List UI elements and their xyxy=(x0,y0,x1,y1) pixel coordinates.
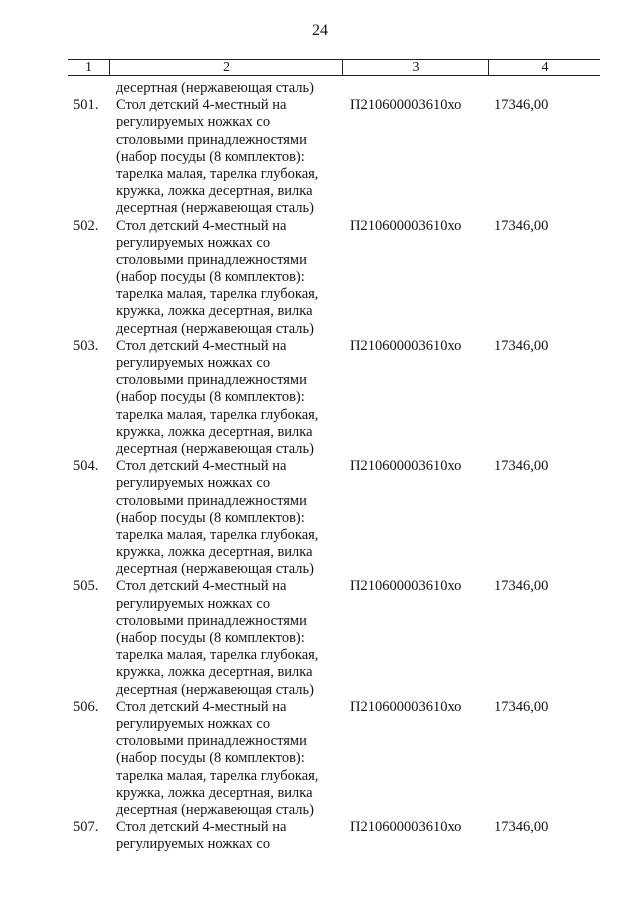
item-description-line: (набор посуды (8 комплектов): xyxy=(116,148,305,165)
table-line xyxy=(0,699,640,716)
column-header-3: 3 xyxy=(342,60,489,75)
table-row xyxy=(0,578,640,698)
item-description-line: (набор посуды (8 комплектов): xyxy=(116,389,305,406)
item-description-line: регулируемых ножках со xyxy=(116,715,271,732)
table-line xyxy=(0,578,640,595)
item-price: 17346,00 xyxy=(494,97,549,114)
table-line xyxy=(0,114,640,131)
item-description-line: тарелка малая, тарелка глубокая, xyxy=(116,526,319,543)
table-line xyxy=(0,647,640,664)
page-number: 24 xyxy=(312,22,328,39)
item-price: 17346,00 xyxy=(494,698,549,715)
table-line xyxy=(0,458,640,475)
item-number: 506. xyxy=(73,698,99,715)
item-description-line: десертная (нержавеющая сталь) xyxy=(116,561,314,578)
table-line xyxy=(0,424,640,441)
table-line xyxy=(0,200,640,217)
table-line xyxy=(0,527,640,544)
table-row xyxy=(0,699,640,819)
table-line xyxy=(0,544,640,561)
item-description-line: регулируемых ножках со xyxy=(116,114,271,131)
item-description-line: кружка, ложка десертная, вилка xyxy=(116,303,313,320)
table-line xyxy=(0,630,640,647)
item-number: 507. xyxy=(73,819,99,836)
table-line xyxy=(0,338,640,355)
item-description-line: кружка, ложка десертная, вилка xyxy=(116,544,313,561)
item-description-line: регулируемых ножках со xyxy=(116,595,271,612)
item-code: П210600003610хо xyxy=(350,97,462,114)
item-price: 17346,00 xyxy=(494,337,549,354)
item-description-line: Стол детский 4-местный на xyxy=(116,458,287,475)
item-description-line: десертная (нержавеющая сталь) xyxy=(116,801,314,818)
table-body xyxy=(0,80,640,853)
item-number: 503. xyxy=(73,337,99,354)
table-line xyxy=(0,97,640,114)
item-description-line: тарелка малая, тарелка глубокая, xyxy=(116,165,319,182)
table-line xyxy=(0,836,640,853)
item-description-line: регулируемых ножках со xyxy=(116,475,271,492)
table-line xyxy=(0,475,640,492)
table-line xyxy=(0,716,640,733)
table-line xyxy=(0,768,640,785)
item-number: 505. xyxy=(73,578,99,595)
table-row xyxy=(0,338,640,458)
item-number: 502. xyxy=(73,217,99,234)
item-description-line: тарелка малая, тарелка глубокая, xyxy=(116,406,319,423)
item-description-line: (набор посуды (8 комплектов): xyxy=(116,269,305,286)
table-line xyxy=(0,389,640,406)
item-description-line: (набор посуды (8 комплектов): xyxy=(116,630,305,646)
table-line xyxy=(0,596,640,613)
table-line xyxy=(0,802,640,819)
item-number: 504. xyxy=(73,458,99,475)
table-line xyxy=(0,664,640,681)
table-header xyxy=(68,59,600,76)
table-line xyxy=(0,183,640,200)
table-line xyxy=(0,132,640,149)
table-line xyxy=(0,510,640,527)
table-line xyxy=(0,613,640,630)
item-code: П210600003610хо xyxy=(350,337,462,354)
table-row xyxy=(0,97,640,217)
item-description-line: десертная (нержавеющая сталь) xyxy=(116,80,314,96)
item-description-line: Стол детский 4-местный на xyxy=(116,97,287,114)
item-description-line: десертная (нержавеющая сталь) xyxy=(116,440,314,457)
item-description-line: кружка, ложка десертная, вилка xyxy=(116,423,313,440)
item-code: П210600003610хо xyxy=(350,458,462,475)
item-description-line: Стол детский 4-местный на xyxy=(116,578,287,595)
item-description-line: (набор посуды (8 комплектов): xyxy=(116,750,305,767)
table-line xyxy=(0,355,640,372)
carryover-row xyxy=(0,80,640,97)
item-code: П210600003610хо xyxy=(350,698,462,715)
table-row xyxy=(0,458,640,578)
item-description-line: кружка, ложка десертная, вилка xyxy=(116,784,313,801)
item-description-line: десертная (нержавеющая сталь) xyxy=(116,681,314,698)
item-description-line: десертная (нержавеющая сталь) xyxy=(116,320,314,337)
item-description-line: Стол детский 4-местный на xyxy=(116,819,287,836)
table-line xyxy=(0,269,640,286)
table-row xyxy=(0,218,640,338)
item-description-line: столовыми принадлежностями xyxy=(116,612,307,629)
table-line xyxy=(0,561,640,578)
table-line xyxy=(0,372,640,389)
item-description-line: Стол детский 4-местный на xyxy=(116,217,287,234)
item-description-line: Стол детский 4-местный на xyxy=(116,337,287,354)
item-price: 17346,00 xyxy=(494,217,549,234)
item-code: П210600003610хо xyxy=(350,217,462,234)
table-line xyxy=(0,286,640,303)
table-row xyxy=(0,819,640,853)
table-line xyxy=(0,235,640,252)
item-description-line: столовыми принадлежностями xyxy=(116,131,307,148)
table-line xyxy=(0,493,640,510)
item-description-line: кружка, ложка десертная, вилка xyxy=(116,664,313,681)
item-description-line: столовыми принадлежностями xyxy=(116,733,307,750)
item-description-line: (набор посуды (8 комплектов): xyxy=(116,509,305,526)
item-description-line: столовыми принадлежностями xyxy=(116,251,307,268)
table-line xyxy=(0,750,640,767)
column-header-2: 2 xyxy=(109,60,343,75)
table-line xyxy=(0,785,640,802)
item-number: 501. xyxy=(73,97,99,114)
item-description-line: десертная (нержавеющая сталь) xyxy=(116,200,314,217)
item-code: П210600003610хо xyxy=(350,819,462,836)
item-price: 17346,00 xyxy=(494,458,549,475)
table-line xyxy=(0,682,640,699)
item-description-line: регулируемых ножках со xyxy=(116,355,271,371)
item-description-line: регулируемых ножках со xyxy=(116,836,271,853)
item-description-line: тарелка малая, тарелка глубокая, xyxy=(116,286,319,303)
item-code: П210600003610хо xyxy=(350,578,462,595)
table-line xyxy=(0,303,640,320)
table-line xyxy=(0,441,640,458)
item-description-line: столовыми принадлежностями xyxy=(116,372,307,389)
table-line xyxy=(0,733,640,750)
item-description-line: Стол детский 4-местный на xyxy=(116,698,287,715)
column-header-1: 1 xyxy=(85,60,92,75)
item-price: 17346,00 xyxy=(494,578,549,595)
table-line xyxy=(0,149,640,166)
table-line xyxy=(0,218,640,235)
table-line xyxy=(0,80,640,97)
table-line xyxy=(0,407,640,424)
item-price: 17346,00 xyxy=(494,819,549,836)
column-header-4: 4 xyxy=(488,60,601,75)
table-line xyxy=(0,321,640,338)
item-description-line: регулируемых ножках со xyxy=(116,234,271,251)
table-line xyxy=(0,252,640,269)
item-description-line: тарелка малая, тарелка глубокая, xyxy=(116,767,319,784)
item-description-line: столовыми принадлежностями xyxy=(116,492,307,509)
table-line xyxy=(0,819,640,836)
table-line xyxy=(0,166,640,183)
item-description-line: кружка, ложка десертная, вилка xyxy=(116,183,313,200)
item-description-line: тарелка малая, тарелка глубокая, xyxy=(116,647,319,664)
